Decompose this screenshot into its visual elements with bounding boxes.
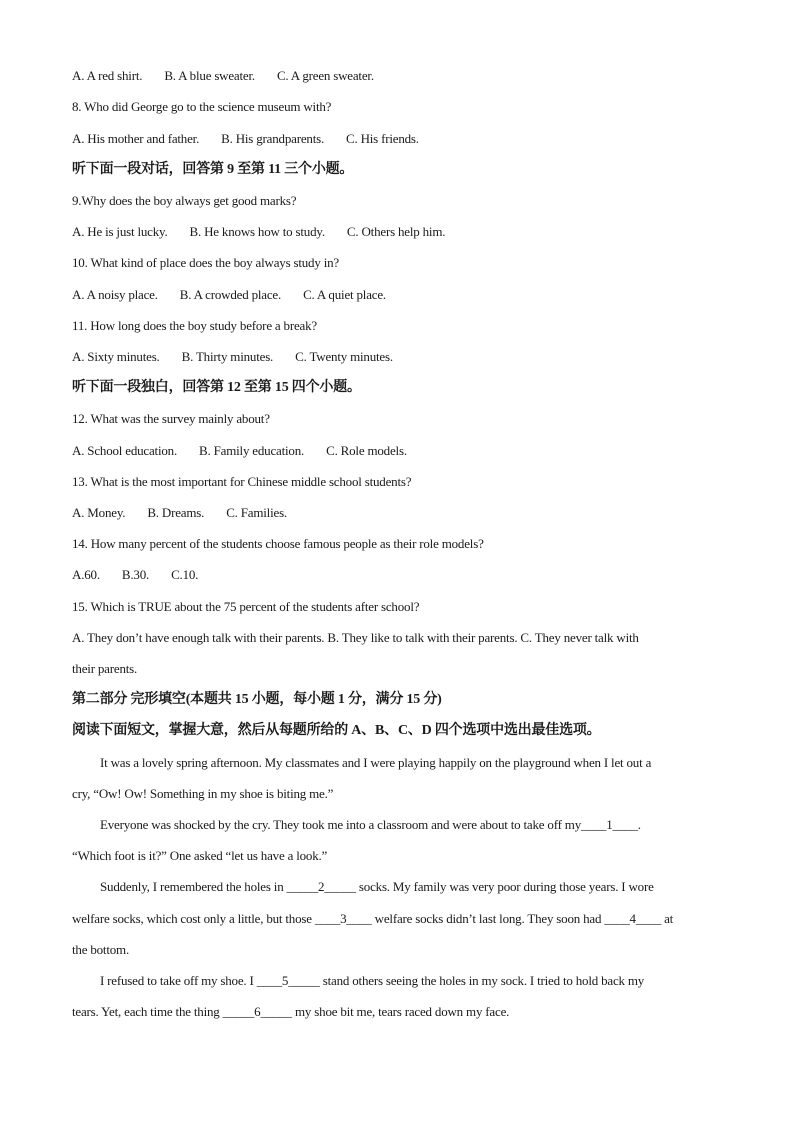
q15-options-line-2: their parents. [72, 661, 138, 676]
option-a: A. School education. [72, 443, 178, 458]
option-b: B. He knows how to study. [189, 224, 325, 239]
passage-text: tears. Yet, each time the thing [72, 1004, 223, 1019]
q12-options [72, 442, 407, 460]
blank-4: ____4____ [604, 911, 662, 926]
option-a: A. He is just lucky. [72, 224, 168, 239]
blank-5: ____5_____ [256, 973, 320, 988]
question-8: 8. Who did George go to the science museum with? [72, 99, 332, 114]
option-a: A. Sixty minutes. [72, 349, 160, 364]
option-a: A. Money. [72, 505, 126, 520]
part-2-instruction: 阅读下面短文，掌握大意，然后从每题所给的 A、B、C、D 四个选项中选出最佳选项。 [72, 723, 601, 738]
passage-text: my shoe bit me, tears raced down my face. [291, 1004, 510, 1019]
option-b: B. A crowded place. [179, 287, 282, 302]
section-heading-9-11: 听下面一段对话，回答第 9 至第 11 三个小题。 [72, 162, 354, 177]
passage-text: welfare socks didn’t last long. They soon had [371, 911, 605, 926]
blank-6: _____6_____ [222, 1004, 292, 1019]
passage-text: . [637, 817, 641, 832]
q8-options [72, 130, 419, 148]
option-a: A. His mother and father. [72, 131, 200, 146]
passage-p3-line-1 [100, 878, 654, 896]
option-c: C. A quiet place. [303, 287, 386, 302]
passage-p2-line-2: “Which foot is it?” One asked “let us have a look.” [72, 848, 328, 863]
passage-p1-line-2: cry, “Ow! Ow! Something in my shoe is biting me.” [72, 786, 334, 801]
q9-options [72, 223, 445, 241]
passage-p3-line-2 [72, 910, 673, 928]
option-c: C. Twenty minutes. [295, 349, 393, 364]
option-a: A. A red shirt. [72, 68, 143, 83]
blank-2: _____2_____ [286, 879, 356, 894]
question-13: 13. What is the most important for Chinese middle school students? [72, 474, 412, 489]
passage-p3-line-3: the bottom. [72, 942, 130, 957]
passage-text: at [661, 911, 674, 926]
passage-text: stand others seeing the holes in my sock. I tried to hold back my [319, 973, 645, 988]
option-b: B.30. [121, 567, 150, 582]
question-10: 10. What kind of place does the boy always study in? [72, 255, 339, 270]
q15-options-line-1: A. They don’t have enough talk with their parents. B. They like to talk with their parents. C. They never talk with [72, 630, 639, 645]
option-a: A.60. [72, 567, 100, 582]
passage-p1-line-1: It was a lovely spring afternoon. My classmates and I were playing happily on the playground when I let out a [100, 755, 652, 770]
passage-p4-line-1 [100, 972, 644, 990]
q13-options [72, 504, 287, 522]
option-a: A. A noisy place. [72, 287, 158, 302]
passage-p2-line-1 [100, 816, 641, 834]
question-14: 14. How many percent of the students choose famous people as their role models? [72, 536, 484, 551]
question-12: 12. What was the survey mainly about? [72, 411, 270, 426]
option-b: B. Thirty minutes. [181, 349, 274, 364]
question-11: 11. How long does the boy study before a break? [72, 318, 317, 333]
option-b: B. His grandparents. [221, 131, 325, 146]
passage-text: Everyone was shocked by the cry. They took me into a classroom and were about to take off my [100, 817, 581, 832]
option-b: B. Family education. [199, 443, 305, 458]
option-b: B. A blue sweater. [164, 68, 255, 83]
question-15: 15. Which is TRUE about the 75 percent of the students after school? [72, 599, 420, 614]
question-9: 9.Why does the boy always get good marks? [72, 193, 297, 208]
blank-3: ____3____ [314, 911, 372, 926]
passage-text: welfare socks, which cost only a little, but those [72, 911, 315, 926]
option-c: C.10. [171, 567, 199, 582]
q7-options [72, 67, 374, 85]
option-c: C. A green sweater. [276, 68, 374, 83]
option-c: C. Families. [226, 505, 287, 520]
passage-p4-line-2 [72, 1003, 509, 1021]
q11-options [72, 348, 393, 366]
option-b: B. Dreams. [147, 505, 205, 520]
section-heading-12-15: 听下面一段独白，回答第 12 至第 15 四个小题。 [72, 380, 361, 395]
part-2-title: 第二部分 完形填空(本题共 15 小题，每小题 1 分，满分 15 分) [72, 692, 442, 707]
passage-text: Suddenly, I remembered the holes in [100, 879, 287, 894]
option-c: C. Others help him. [346, 224, 446, 239]
q10-options [72, 286, 386, 304]
passage-text: socks. My family was very poor during those years. I wore [355, 879, 654, 894]
passage-text: I refused to take off my shoe. I [100, 973, 257, 988]
option-c: C. Role models. [326, 443, 407, 458]
blank-1: ____1____ [581, 817, 638, 832]
option-c: C. His friends. [346, 131, 419, 146]
q14-options [72, 566, 198, 584]
